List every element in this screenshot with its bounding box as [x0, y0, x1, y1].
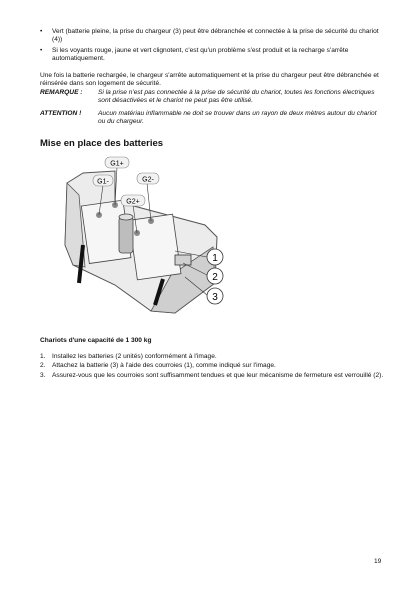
bullet-text: Si les voyants rouge, jaune et vert clignotent, c'est qu'un problème s'est produit et la recharge s'arrête automatiquement. — [52, 46, 349, 63]
battery-installation-figure — [55, 155, 235, 323]
step-number: 1. — [40, 353, 46, 360]
page-number: 19 — [374, 558, 382, 565]
callout-2: 2 — [212, 272, 218, 283]
step-item — [40, 362, 385, 370]
step-text: Assurez-vous que les courroies sont suffisamment tendues et que leur mécanisme de fermeture est verrouillé (2). — [52, 371, 384, 379]
attention-label: ATTENTION ! — [40, 110, 82, 117]
intro-paragraph: Une fois la batterie rechargée, le chargeur s'arrête automatiquement et la prise du chargeur peut être débranchée et réinsérée dans son logement de sécurité. — [40, 72, 379, 88]
remarque-label: REMARQUE : — [40, 89, 83, 96]
attention-text: Aucun matériau inflammable ne doit se trouver dans un rayon de deux mètres autour du chariot ou du chargeur. — [98, 110, 377, 126]
bullet-text: Vert (batterie pleine, la prise du chargeur (3) peut être débranchée et connectée à la prise de sécurité du chariot (4)) — [52, 28, 379, 44]
step-text: Installez les batteries (2 unités) conformément à l'image. — [52, 353, 217, 360]
attention-note — [40, 110, 385, 127]
step-number: 3. — [40, 371, 46, 379]
bullet-item — [40, 47, 380, 64]
capacity-subheading: Chariots d'une capacité de 1 300 kg — [40, 337, 152, 344]
label-g1plus: G1+ — [110, 160, 124, 168]
status-bullet-list — [40, 28, 380, 64]
step-item — [40, 372, 385, 380]
bullet-mark: • — [40, 46, 43, 54]
callout-1: 1 — [212, 253, 218, 264]
section-title: Mise en place des batteries — [40, 138, 164, 149]
label-g1minus: G1- — [97, 178, 109, 186]
remarque-text: Si la prise n'est pas connectée à la prise de sécurité du chariot, toutes les fonctions électriques sont désactivées et le chariot ne peut pas être utilisé. — [98, 89, 375, 105]
strap-buckle — [175, 255, 191, 265]
charger-plug — [119, 217, 133, 253]
battery-g2 — [129, 214, 181, 280]
callout-3: 3 — [212, 292, 218, 303]
step-item — [40, 353, 385, 361]
charger-plug-top — [119, 214, 133, 220]
label-g2minus: G2- — [142, 176, 154, 184]
installation-steps — [40, 353, 385, 380]
step-text: Attachez la batterie (3) à l'aide des courroies (1), comme indiqué sur l'image. — [52, 362, 276, 370]
remarque-note — [40, 89, 385, 106]
label-g2plus: G2+ — [126, 198, 140, 206]
step-number: 2. — [40, 362, 46, 370]
bullet-item — [40, 28, 380, 45]
bullet-mark: • — [40, 28, 43, 35]
